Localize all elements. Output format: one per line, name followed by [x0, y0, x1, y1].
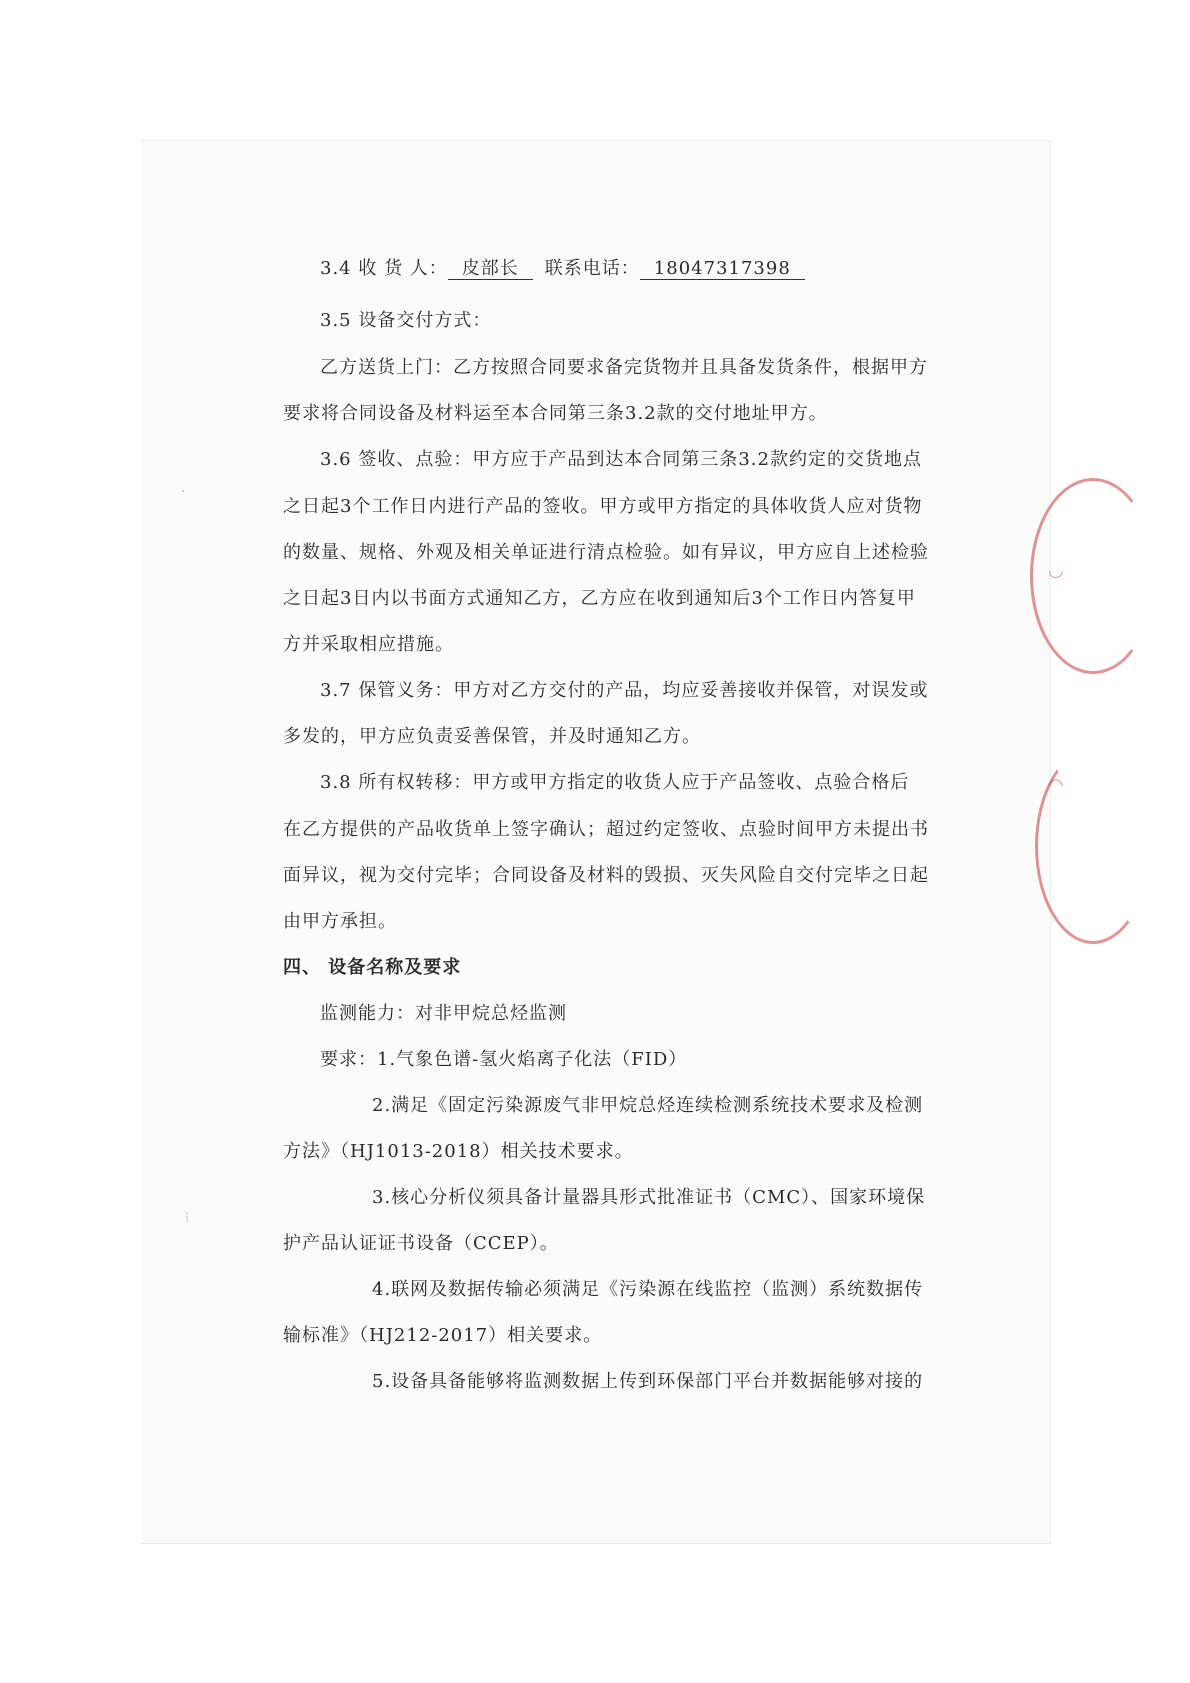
text-line: 输标准》（HJ212-2017）相关要求。 [283, 1325, 603, 1346]
text-line: 乙方送货上门：乙方按照合同要求备完货物并且具备发货条件，根据甲方 [320, 357, 928, 378]
text-line: 要求将合同设备及材料运至本合同第三条3.2款的交付地址甲方。 [283, 403, 828, 424]
consignee-line [320, 257, 805, 281]
text-line: 之日起3个工作日内进行产品的签收。甲方或甲方指定的具体收货人应对货物 [283, 496, 923, 517]
seal-glyph: ◠ [1048, 775, 1064, 796]
text-line: 多发的，甲方应负责妥善保管，并及时通知乙方。 [283, 726, 701, 747]
section-heading: 四、 设备名称及要求 [283, 957, 462, 978]
text-line: 由甲方承担。 [283, 911, 397, 932]
text-line: 之日起3日内以书面方式通知乙方，乙方应在收到通知后3个工作日内答复甲 [283, 588, 916, 609]
text-line: 监测能力：对非甲烷总烃监测 [320, 1003, 567, 1024]
scan-speck: · [181, 484, 186, 500]
text-line: 的数量、规格、外观及相关单证进行清点检验。如有异议，甲方应自上述检验 [283, 542, 929, 563]
text-line: 4.联网及数据传输必须满足《污染源在线监控（监测）系统数据传 [372, 1279, 924, 1300]
phone-label: 联系电话： [544, 258, 640, 279]
text-line: 2.满足《固定污染源废气非甲烷总烃连续检测系统技术要求及检测 [372, 1095, 924, 1116]
text-line: 方并采取相应措施。 [283, 634, 454, 655]
consignee-label: 3.4 收 货 人： [320, 258, 448, 279]
text-line: 5.设备具备能够将监测数据上传到环保部门平台并数据能够对接的 [372, 1371, 924, 1392]
text-line: 3.5 设备交付方式： [320, 310, 492, 331]
text-line: 3.7 保管义务：甲方对乙方交付的产品，均应妥善接收并保管，对误发或 [320, 680, 929, 701]
text-line: 面异议，视为交付完毕；合同设备及材料的毁损、灭失风险自交付完毕之日起 [283, 865, 929, 886]
text-line: 3.核心分析仪须具备计量器具形式批准证书（CMC）、国家环境保 [372, 1187, 926, 1208]
phone-number: 18047317398 [640, 258, 805, 280]
text-line: 在乙方提供的产品收货单上签字确认；超过约定签收、点验时间甲方未提出书 [283, 819, 929, 840]
text-line: 方法》（HJ1013-2018）相关技术要求。 [283, 1141, 634, 1162]
text-line: 3.8 所有权转移：甲方或甲方指定的收货人应于产品签收、点验合格后 [320, 772, 910, 793]
text-line: 护产品认证证书设备（CCEP）。 [283, 1233, 559, 1254]
text-line: 3.6 签收、点验：甲方应于产品到达本合同第三条3.2款约定的交货地点 [320, 449, 922, 470]
text-line: 要求：1.气象色谱-氢火焰离子化法（FID） [320, 1049, 688, 1070]
scan-speck: ⁞ [185, 1210, 189, 1226]
seal-glyph: ◡ [1048, 560, 1064, 581]
consignee-name: 皮部长 [448, 258, 533, 280]
